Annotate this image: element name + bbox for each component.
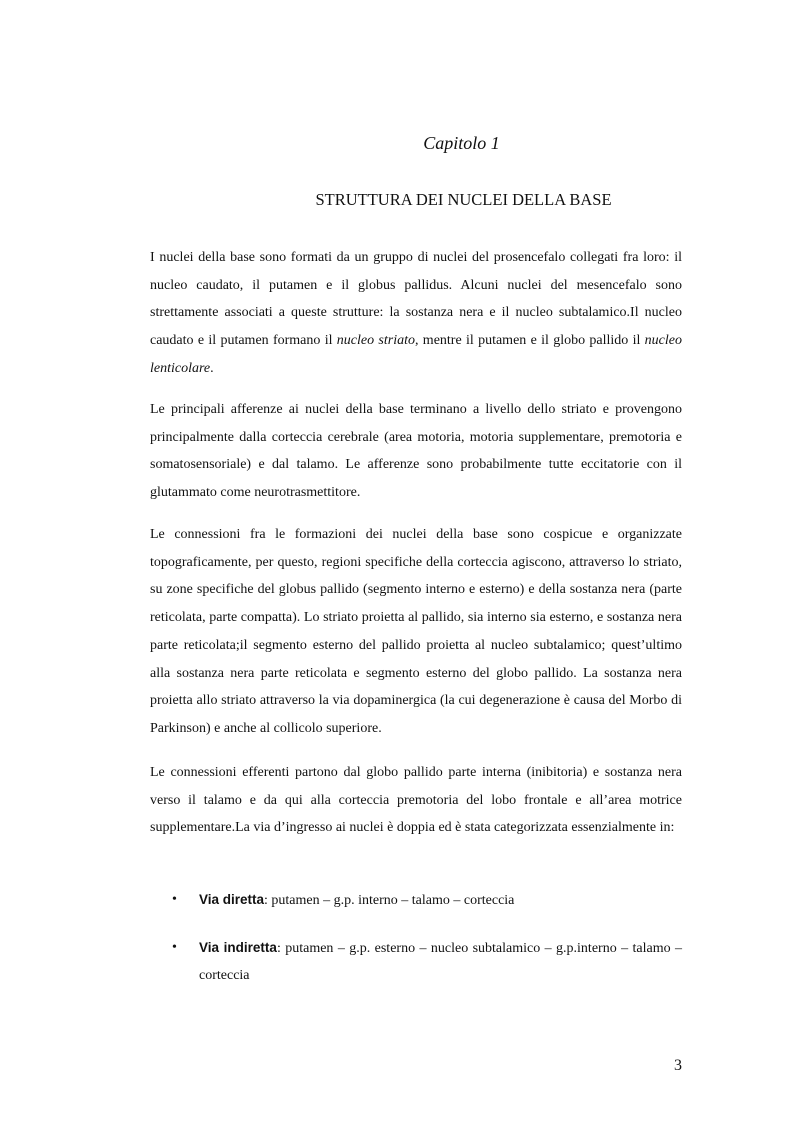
list-item-via-indiretta <box>150 934 682 990</box>
paragraph-efferenti: Le connessioni efferenti partono dal globo pallido parte interna (inibitoria) e sostanza nera verso il talamo e da qui alla corteccia premotoria del lobo frontale e all’area motrice supplementare.La via d’ingresso ai nuclei è doppia ed è stata categorizzata essenzialmente in: <box>150 765 682 836</box>
list-item-term: Via indiretta <box>199 939 277 955</box>
bullet-icon: • <box>172 892 177 907</box>
page-number: 3 <box>674 1057 682 1074</box>
pathway-list <box>150 886 682 1009</box>
term-nucleo-striato: nucleo striato <box>336 333 415 349</box>
chapter-label: Capitolo 1 <box>423 133 500 153</box>
paragraph-connessioni: Le connessioni fra le formazioni dei nuclei della base sono cospicue e organizzate topograficamente, per questo, regioni specifiche della corteccia agiscono, attraverso lo striato, su zone specifiche del globus pallido (segmento interno e esterno) e della sostanza nera (parte reticolata, parte compatta). Lo striato proietta al pallido, sia interno sia esterno, e sostanza nera parte reticolata;il segmento esterno del pallido proietta al nucleo subtalamico; quest’ultimo alla sostanza nera parte reticolata e segmento esterno del globo pallido. La sostanza nera proietta allo striato attraverso la via dopaminergica (la cui degenerazione è causa del Morbo di Parkinson) e anche al collicolo superiore. <box>150 527 682 736</box>
paragraph-afferenze: Le principali afferenze ai nuclei della base terminano a livello dello striato e provengono principalmente dalla corteccia cerebrale (area motoria, motoria supplementare, premotoria e somatosensoriale) e dal talamo. Le afferenze sono probabilmente tutte eccitatorie con il glutammato come neurotrasmettitore. <box>150 402 682 501</box>
term-nucleo-lenticolare: nucleo lenticolare <box>150 333 682 376</box>
paragraph-intro-text: I nuclei della base sono formati da un gruppo di nuclei del prosencefalo collegati fra loro: il nucleo caudato, il putamen e il globus pallidus. Alcuni nuclei del mesencefalo sono strettamente associati a queste strutture: la sostanza nera e il nucleo subtalamico.Il nucleo caudato e il putamen formano il <box>150 250 682 349</box>
list-item-via-diretta <box>150 886 682 915</box>
list-item-text: : putamen – g.p. interno – talamo – corteccia <box>264 893 515 908</box>
paragraph-intro-text-end: . <box>210 360 214 376</box>
paragraph-intro-text-mid: , mentre il putamen e il globo pallido il <box>415 333 645 349</box>
list-item-term: Via diretta <box>199 892 265 907</box>
paragraph-intro <box>150 244 682 383</box>
chapter-title: STRUTTURA DEI NUCLEI DELLA BASE <box>315 190 612 209</box>
list-item-text: : putamen – g.p. esterno – nucleo subtalamico – g.p.interno – talamo – corteccia <box>199 940 682 984</box>
bullet-icon: • <box>172 939 177 955</box>
